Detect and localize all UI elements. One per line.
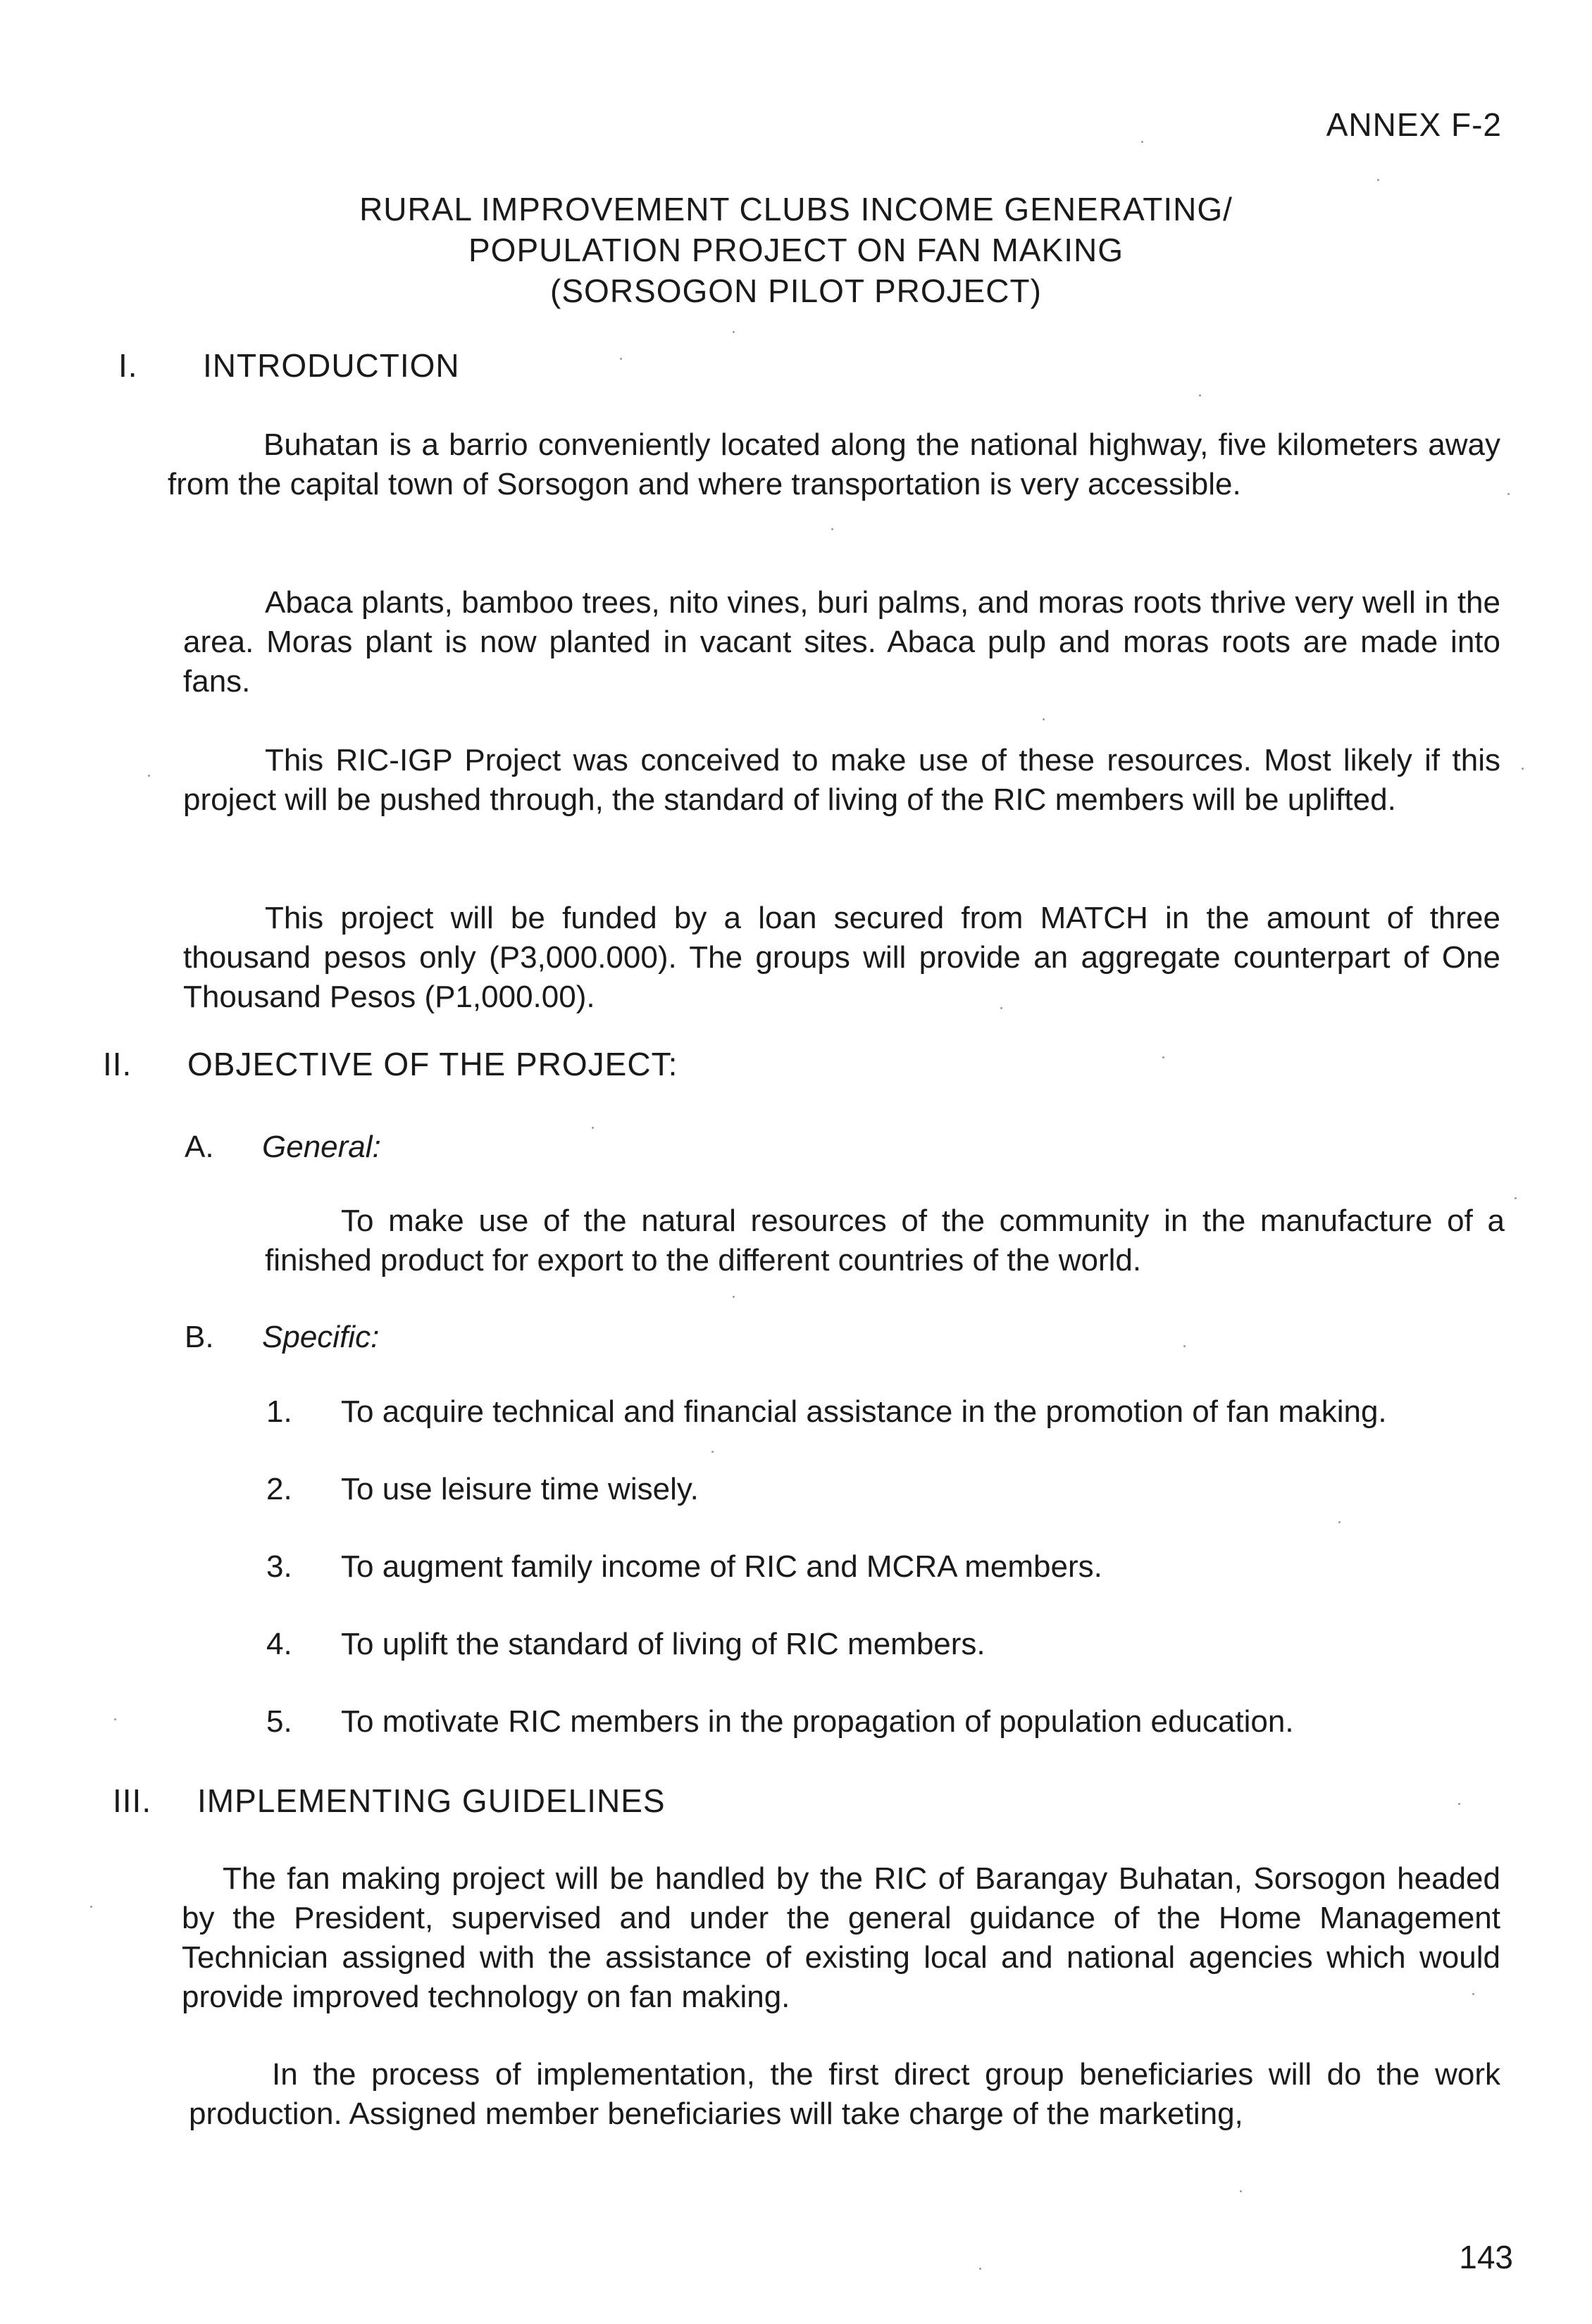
section-title: IMPLEMENTING GUIDELINES xyxy=(197,1782,666,1819)
intro-paragraph-1: Buhatan is a barrio conveniently located along the national highway, five kilometers away from the capital town of Sorsogon and where transportation is very accessible. xyxy=(168,427,1500,501)
guidelines-paragraph-2: In the process of implementation, the first direct group beneficiaries will do the work production. Assigned member beneficiaries will take charge of the marketing, xyxy=(189,2057,1500,2131)
subheading-letter: B. xyxy=(185,1320,214,1354)
title-line-3: (SORSOGON PILOT PROJECT) xyxy=(550,273,1042,309)
intro-paragraph-2: Abaca plants, bamboo trees, nito vines, buri palms, and moras roots thrive very well in the area. Moras plant is now planted in vacant sites. Abaca pulp and moras roots are made into fans. xyxy=(183,585,1500,699)
section-number: II. xyxy=(103,1046,132,1082)
list-item-text: To acquire technical and financial assistance in the promotion of fan making. xyxy=(341,1394,1387,1429)
intro-paragraph-3: This RIC-IGP Project was conceived to make use of these resources. Most likely if this project will be pushed through, the standard of living of the RIC members will be uplifted. xyxy=(183,743,1500,817)
list-item-text: To use leisure time wisely. xyxy=(341,1472,699,1506)
document-title xyxy=(0,189,1592,311)
list-item-number: 4. xyxy=(266,1627,292,1661)
list-item-text: To augment family income of RIC and MCRA members. xyxy=(341,1549,1102,1584)
list-item-number: 1. xyxy=(266,1394,292,1429)
guidelines-paragraph-1: The fan making project will be handled by the RIC of Barangay Buhatan, Sorsogon headed by the President, supervised and under the general guidance of the Home Management Technician assigned with the assistance of existing local and national agencies which would provide improved technology on fan making. xyxy=(182,1861,1500,2014)
annex-label: ANNEX F-2 xyxy=(1326,106,1502,143)
section-title: OBJECTIVE OF THE PROJECT: xyxy=(187,1046,678,1082)
section-heading-objective xyxy=(103,1045,678,1083)
section-heading-guidelines xyxy=(113,1782,666,1820)
list-item xyxy=(266,1704,1520,1739)
subheading-general xyxy=(185,1130,381,1165)
list-item-text: To uplift the standard of living of RIC members. xyxy=(341,1627,985,1661)
list-item xyxy=(266,1549,1520,1585)
page-number: 143 xyxy=(1459,2239,1513,2275)
subheading-specific xyxy=(185,1320,379,1355)
subheading-label: General: xyxy=(262,1130,381,1164)
list-item-number: 2. xyxy=(266,1472,292,1506)
intro-paragraph-4: This project will be funded by a loan secured from MATCH in the amount of three thousand pesos only (P3,000.000). The groups will provide an aggregate counterpart of One Thousand Pesos (P1,000.00). xyxy=(183,901,1500,1014)
list-item xyxy=(266,1394,1520,1430)
list-item xyxy=(266,1627,1520,1662)
section-number: I. xyxy=(118,347,138,384)
section-title: INTRODUCTION xyxy=(203,347,460,384)
subheading-letter: A. xyxy=(185,1130,214,1164)
list-item-number: 5. xyxy=(266,1704,292,1739)
list-item xyxy=(266,1472,1520,1507)
general-objective-paragraph: To make use of the natural resources of the community in the manufacture of a finished product for export to the different countries of the world. xyxy=(265,1204,1505,1277)
list-item-number: 3. xyxy=(266,1549,292,1584)
list-item-text: To motivate RIC members in the propagation of population education. xyxy=(341,1704,1294,1739)
section-heading-introduction xyxy=(118,346,460,385)
subheading-label: Specific: xyxy=(262,1320,380,1354)
section-number: III. xyxy=(113,1782,152,1819)
title-line-2: POPULATION PROJECT ON FAN MAKING xyxy=(468,232,1124,268)
title-line-1: RURAL IMPROVEMENT CLUBS INCOME GENERATING/ xyxy=(359,191,1233,227)
